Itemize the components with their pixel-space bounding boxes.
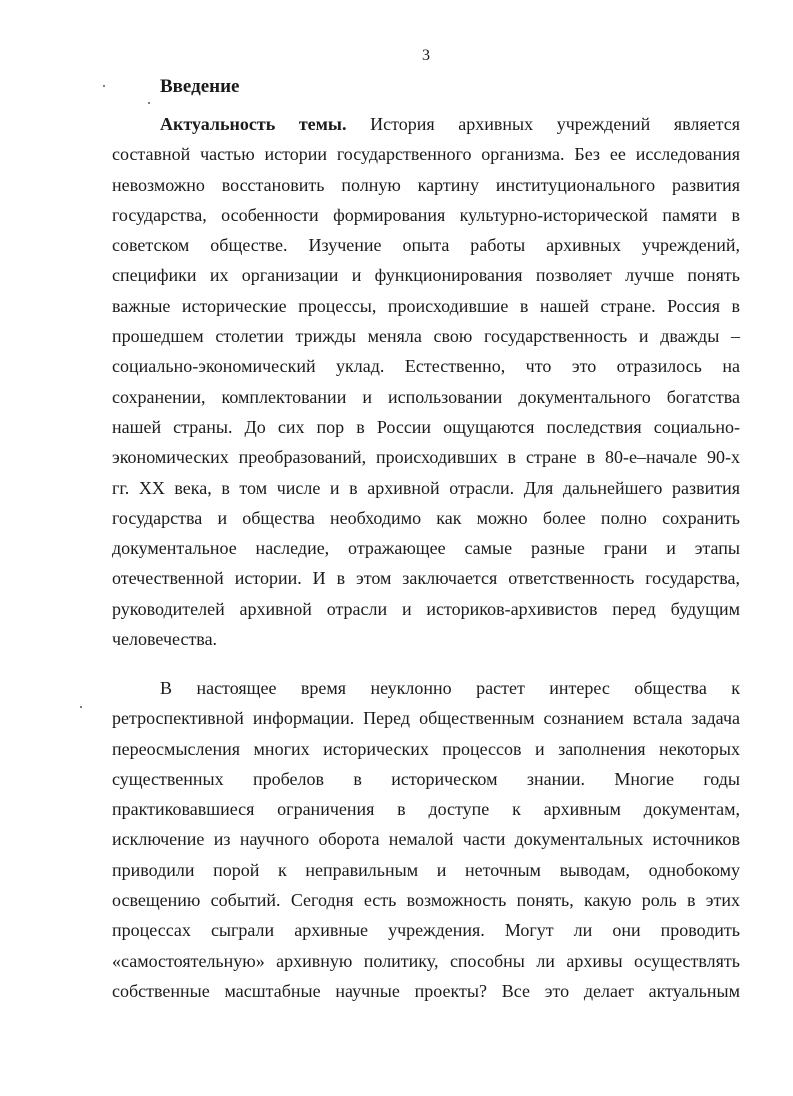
scan-speck bbox=[103, 85, 105, 87]
text-line: государства и общества необходимо как можно более полно сохранить bbox=[112, 507, 740, 528]
section-heading: Введение bbox=[160, 76, 240, 97]
text-line: «самостоятельную» архивную политику, способны ли архивы осуществлять bbox=[112, 950, 740, 971]
text-line bbox=[112, 109, 740, 139]
text-line: практиковавшиеся ограничения в доступе к архивным документам, bbox=[112, 799, 740, 820]
text-line: документальное наследие, отражающее самые разные грани и этапы bbox=[112, 538, 740, 559]
text-line: В настоящее время неуклонно растет интерес общества к bbox=[160, 678, 740, 698]
text-line: переосмысления многих исторических процессов и заполнения некоторых bbox=[112, 738, 740, 759]
text-line: невозможно восстановить полную картину институционального развития bbox=[112, 174, 740, 195]
text-line: человечества. bbox=[112, 629, 218, 650]
scan-speck bbox=[80, 706, 82, 708]
text-line: сохранении, комплектовании и использовании документального богатства bbox=[112, 386, 740, 407]
text-line: отечественной истории. И в этом заключается ответственность государства, bbox=[112, 568, 740, 589]
scan-speck bbox=[148, 102, 150, 104]
text-line: прошедшем столетии трижды меняла свою государственность и дважды – bbox=[112, 326, 740, 347]
paragraph-interest bbox=[112, 673, 740, 1006]
text-line: советском обществе. Изучение опыта работы архивных учреждений, bbox=[112, 235, 740, 256]
text-line: процессах сыграли архивные учреждения. Могут ли они проводить bbox=[112, 920, 740, 941]
text-line: собственные масштабные научные проекты? Все это делает актуальным bbox=[112, 980, 740, 1001]
text-line: составной частью истории государственного организма. Без ее исследования bbox=[112, 144, 740, 165]
text-line: государства, особенности формирования культурно-исторической памяти в bbox=[112, 204, 740, 225]
page-number: 3 bbox=[422, 47, 430, 64]
text-line: освещению событий. Сегодня есть возможность понять, какую роль в этих bbox=[112, 890, 740, 911]
text-line: важные исторические процессы, происходившие в нашей стране. Россия в bbox=[112, 295, 740, 316]
text-line: нашей страны. До сих пор в России ощущаются последствия социально- bbox=[112, 416, 740, 437]
text-line: специфики их организации и функционирования позволяет лучше понять bbox=[112, 265, 740, 286]
text-line: гг. XX века, в том числе и в архивной отрасли. Для дальнейшего развития bbox=[112, 477, 740, 498]
text-line: социально-экономический уклад. Естественно, что это отразилось на bbox=[112, 356, 740, 377]
text-line: существенных пробелов в историческом знании. Многие годы bbox=[112, 768, 740, 789]
text-line: исключение из научного оборота немалой части документальных источников bbox=[112, 829, 740, 850]
text-line: приводили порой к неправильным и неточным выводам, однобокому bbox=[112, 859, 740, 880]
text-line: экономических преобразований, происходивших в стране в 80-е–начале 90-х bbox=[112, 447, 740, 468]
text-line: руководителей архивной отрасли и историков-архивистов перед будущим bbox=[112, 598, 740, 619]
paragraph-relevance bbox=[112, 109, 740, 654]
run-in-heading: Актуальность темы. bbox=[160, 114, 347, 134]
text-line: ретроспективной информации. Перед общественным сознанием встала задача bbox=[112, 708, 740, 729]
text-line-content: История архивных учреждений является bbox=[346, 114, 740, 134]
